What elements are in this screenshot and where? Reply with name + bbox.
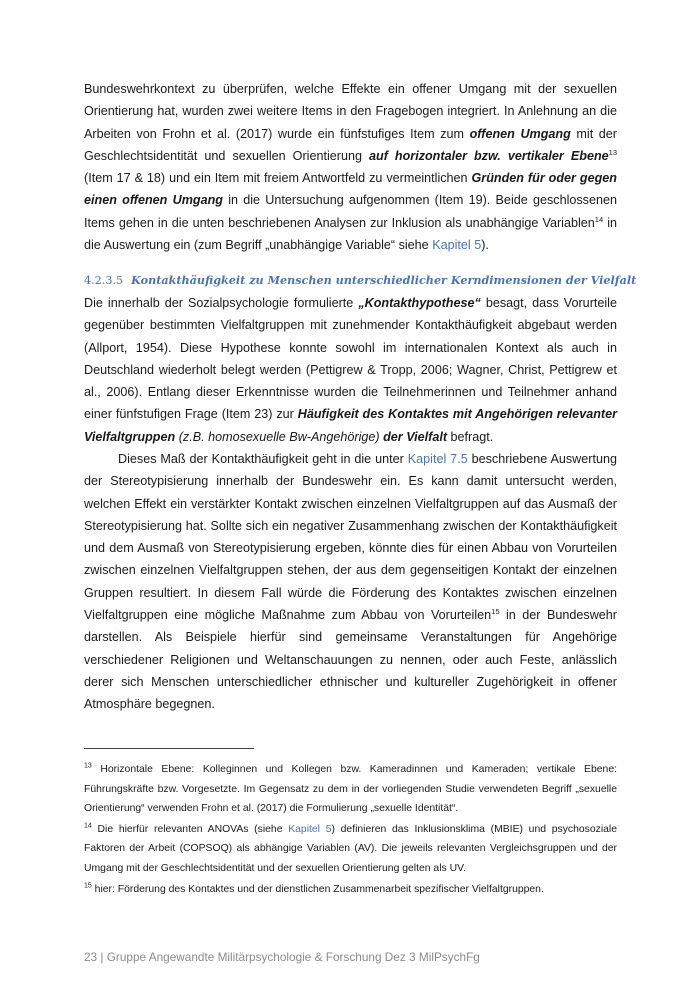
footnote-ref-15[interactable]: 15 [491, 606, 500, 616]
text-run: befragt. [447, 429, 494, 444]
footnote-text: hier: Förderung des Kontaktes und der dienstlichen Zusammenarbeit spezifischer Vielfaltgruppen. [91, 883, 544, 895]
text-run: beschriebene Auswertung der Stereotypisierung innerhalb der Bundeswehr ein. Es kann damit untersucht werden, welchen Effekt ein verstärkter Kontakt zwischen einzelnen Vielfaltgruppen auf das Ausmaß der Stereotypisierung hat. Sollte sich ein negativer Zusammenhang zwischen der Kontakthäufigkeit und dem Ausmaß von Stereotypisierung ergeben, könnte dies für einen Abbau von Vorurteilen zwischen einzelnen Vielfaltgruppen stehen, der aus dem gegenseitigen Kontakt der einzelnen Gruppen resultiert. In diesem Fall würde die Förderung des Kontaktes zwischen einzelnen Vielfaltgruppen eine mögliche Maßnahme zum Abbau von Vorurteilen [84, 452, 617, 623]
text-run: mit der Geschlechtsidentität und sexuellen Orientierung [84, 126, 617, 163]
chapter-5-link[interactable]: Kapitel 5 [432, 238, 482, 253]
section-heading [84, 272, 637, 289]
emphasis-text: offenen Umgang [469, 126, 571, 141]
text-run: ). [481, 238, 489, 253]
text-run: in der Bundeswehr darstellen. Als Beispiele hierfür sind gemeinsame Veranstaltungen für Angehörige verschiedener Religionen und Weltanschauungen zu nennen, oder auch Feste, anlässlich derer sich Menschen unterschiedlicher ethnischer und kultureller Zugehörigkeit in offener Atmosphäre begegnen. [84, 608, 618, 712]
text-run: Dieses Maß der Kontakthäufigkeit geht in die unter [118, 452, 408, 466]
text-run: Die innerhalb der Sozialpsychologie formulierte [84, 296, 359, 310]
footnote-divider [84, 748, 254, 749]
text-run: in die Untersuchung aufgenommen (Item 19). Beide geschlossenen Items gehen in die unten beschriebenen Analysen zur Inklusion als unabhängige Variablen [84, 193, 617, 230]
section-title: Kontakthäufigkeit zu Menschen unterschiedlicher Kerndimensionen der Vielfalt [131, 273, 637, 287]
footnote-text: Die hierfür relevanten ANOVAs (siehe [91, 823, 289, 835]
page-footer: 23 | Gruppe Angewandte Militärpsychologie & Forschung Dez 3 MilPsychFg [84, 950, 480, 964]
footnote-ref-13[interactable]: 13 [608, 147, 617, 157]
footnote-marker: 13 [84, 762, 92, 770]
footnote-text: ) definieren das Inklusionsklima (MBIE) und psychosoziale Faktoren der Arbeit (COPSOQ) als abhängige Variablen (AV). Die jeweils relevanten Vergleichsgruppen und der Umgang mit der Geschlechtsidentität und der sexuellen Orientierung gelten als UV. [84, 823, 617, 874]
footnote-marker: 15 [84, 882, 92, 890]
text-run: Bundeswehrkontext zu überprüfen, welche Effekte ein offener Umgang mit der sexuellen Orientierung hat, wurden zwei weitere Items in den Fragebogen integriert. In Anlehnung an die Arbeiten von Frohn et al. (2017) wurde ein fünfstufiges Item zum [84, 82, 617, 141]
emphasis-text: Häufigkeit des Kontaktes mit Angehörigen relevanter Vielfaltgruppen [84, 407, 617, 444]
emphasis-text: Gründen für oder gegen einen offenen Umgang [84, 171, 617, 208]
footnotes [84, 760, 617, 899]
footnote-13 [84, 760, 617, 819]
emphasis-text: auf horizontaler bzw. vertikaler Ebene [369, 148, 609, 163]
footnote-marker: 14 [84, 822, 92, 830]
text-run: (Item 17 & 18) und ein Item mit freiem Antwortfeld zu vermeintlichen [84, 171, 472, 186]
footnote-text: Horizontale Ebene: Kolleginnen und Kollegen bzw. Kameradinnen und Kameraden; vertikale Ebene: Führungskräfte bzw. Vorgesetzte. Im Gegensatz zu dem in der vorliegenden Studie verwendeten Begriff „sexuelle Orientierung“ verwenden Frohn et al. (2017) die Formulierung „sexuelle Identität“. [84, 764, 617, 815]
footnote-15 [84, 880, 617, 900]
emphasis-text: „Kontakthypothese“ [358, 296, 481, 310]
body-paragraph-1 [84, 78, 617, 256]
body-paragraph-3 [84, 448, 617, 716]
chapter-7-5-link[interactable]: Kapitel 7.5 [407, 452, 468, 466]
footnote-14 [84, 820, 617, 879]
footnote-chapter-5-link[interactable]: Kapitel 5 [288, 823, 332, 835]
body-paragraph-2 [84, 292, 617, 448]
section-number: 4.2.3.5 [84, 274, 124, 287]
footnote-ref-14[interactable]: 14 [594, 214, 604, 224]
text-run: besagt, dass Vorurteile gegenüber bestimmten Vielfaltgruppen mit zunehmender Kontakthäufigkeit abgebaut werden (Allport, 1954). Diese Hypothese konnte sowohl im internationalen Kontext als auch in Deutschland wiederholt belegt werden (Pettigrew & Tropp, 2006; Wagner, Christ, Pettigrew et al., 2006). Entlang dieser Erkenntnisse wurden die Teilnehmerinnen und Teilnehmer anhand einer fünfstufigen Frage (Item 23) zur [84, 296, 617, 422]
italic-text: (z.B. homosexuelle Bw-Angehörige) [175, 429, 384, 444]
emphasis-text: der Vielfalt [383, 429, 448, 444]
text-run: in die Auswertung ein (zum Begriff „unabhängige Variable“ siehe [84, 215, 617, 253]
